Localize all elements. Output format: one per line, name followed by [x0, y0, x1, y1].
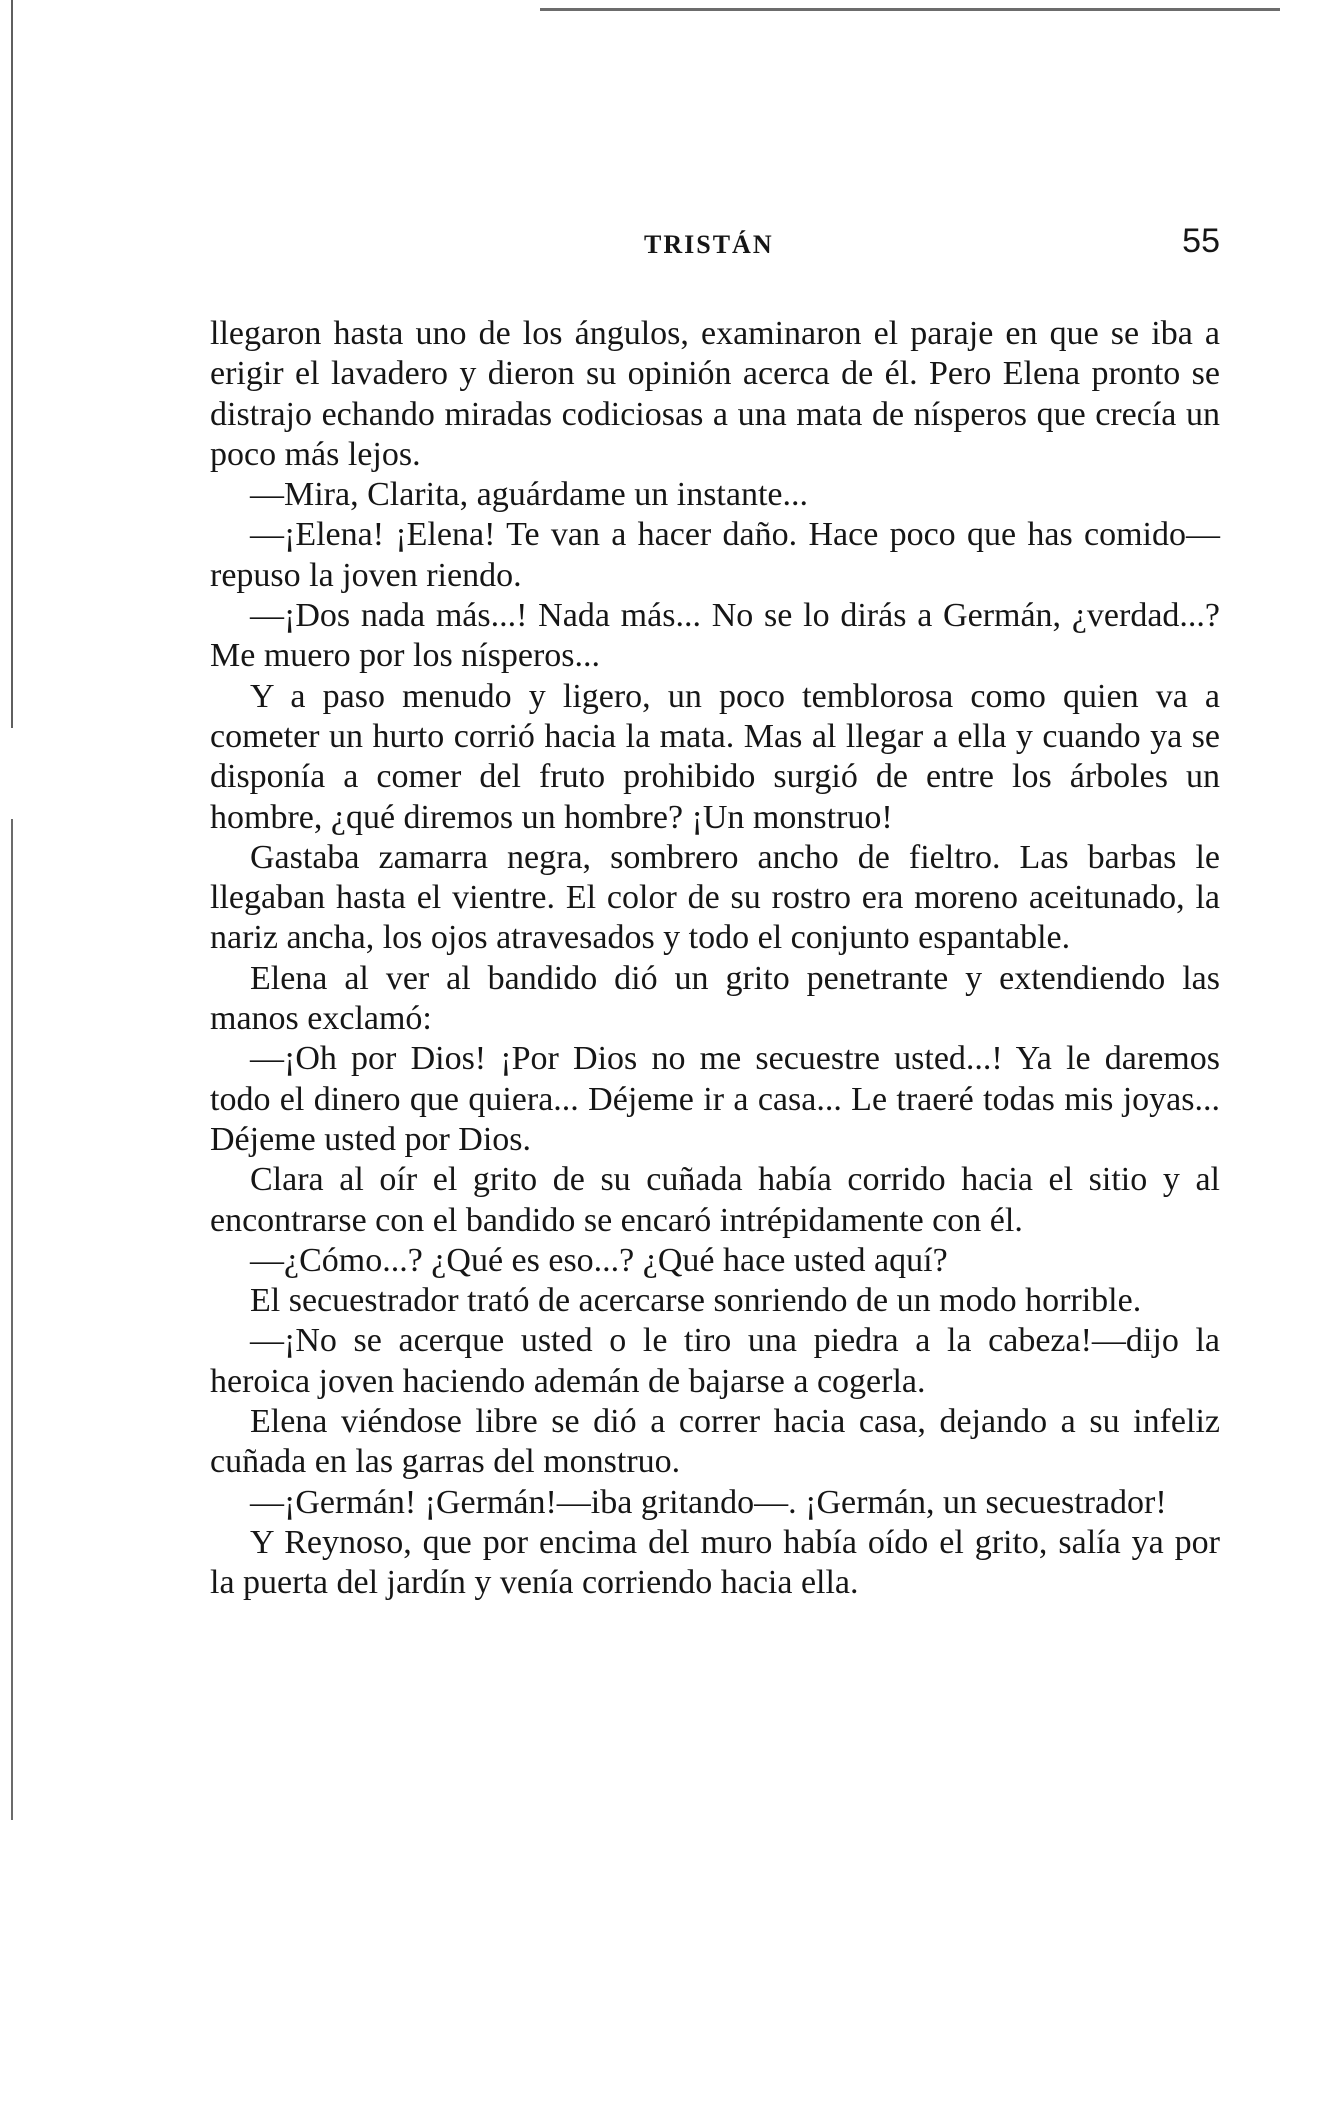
body-text: [210, 314, 1220, 1604]
paragraph: llegaron hasta uno de los ángulos, examinaron el paraje en que se iba a erigir el lavadero y dieron su opinión acerca de él. Pero Elena pronto se distrajo echando miradas codiciosas a una mata de nísperos que crecía un poco más lejos.: [210, 315, 1220, 473]
paragraph: —¡No se acerque usted o le tiro una piedra a la cabeza!—dijo la heroica joven haciendo ademán de bajarse a cogerla.: [210, 1322, 1220, 1400]
paragraph: Gastaba zamarra negra, sombrero ancho de fieltro. Las barbas le llegaban hasta el vientre. El color de su rostro era moreno aceitunado, la nariz ancha, los ojos atravesados y todo el conjunto espantable.: [210, 838, 1220, 957]
paragraph: —¡Dos nada más...! Nada más... No se lo dirás a Germán, ¿verdad...? Me muero por los nísperos...: [210, 597, 1220, 675]
paragraph: Elena viéndose libre se dió a correr hacia casa, dejando a su infeliz cuñada en las garras del monstruo.: [210, 1403, 1220, 1481]
paragraph: Elena al ver al bandido dió un grito penetrante y extendiendo las manos exclamó:: [210, 959, 1220, 1038]
scan-top-edge: [540, 8, 1280, 11]
paragraph: —¡Germán! ¡Germán!—iba gritando—. ¡Germán, un secuestrador!: [250, 1483, 1167, 1521]
paragraph: —Mira, Clarita, aguárdame un instante...: [250, 476, 808, 514]
page-edge-shadow: [11, 0, 13, 1820]
paragraph: El secuestrador trató de acercarse sonriendo de un modo horrible.: [250, 1282, 1142, 1320]
page-header: [210, 222, 1220, 266]
page-number: 55: [1182, 222, 1220, 260]
paragraph: —¡Oh por Dios! ¡Por Dios no me secuestre usted...! Ya le daremos todo el dinero que quiera... Déjeme ir a casa... Le traeré todas mis joyas... Déjeme usted por Dios.: [210, 1040, 1220, 1158]
paragraph: —¿Cómo...? ¿Qué es eso...? ¿Qué hace usted aquí?: [250, 1241, 948, 1279]
paragraph: Clara al oír el grito de su cuñada había corrido hacia el sitio y al encontrarse con el bandido se encaró intrépidamente con él.: [210, 1161, 1220, 1239]
paragraph: Y Reynoso, que por encima del muro había oído el grito, salía ya por la puerta del jardín y venía corriendo hacia ella.: [210, 1523, 1220, 1602]
paragraph: —¡Elena! ¡Elena! Te van a hacer daño. Hace poco que has comido—repuso la joven riendo.: [210, 516, 1220, 594]
paragraph: Y a paso menudo y ligero, un poco temblorosa como quien va a cometer un hurto corrió hacia la mata. Mas al llegar a ella y cuando ya se disponía a comer del fruto prohibido surgió de entre los árboles un hombre, ¿qué diremos un hombre? ¡Un monstruo!: [210, 677, 1220, 836]
running-title: TRISTÁN: [644, 230, 774, 259]
